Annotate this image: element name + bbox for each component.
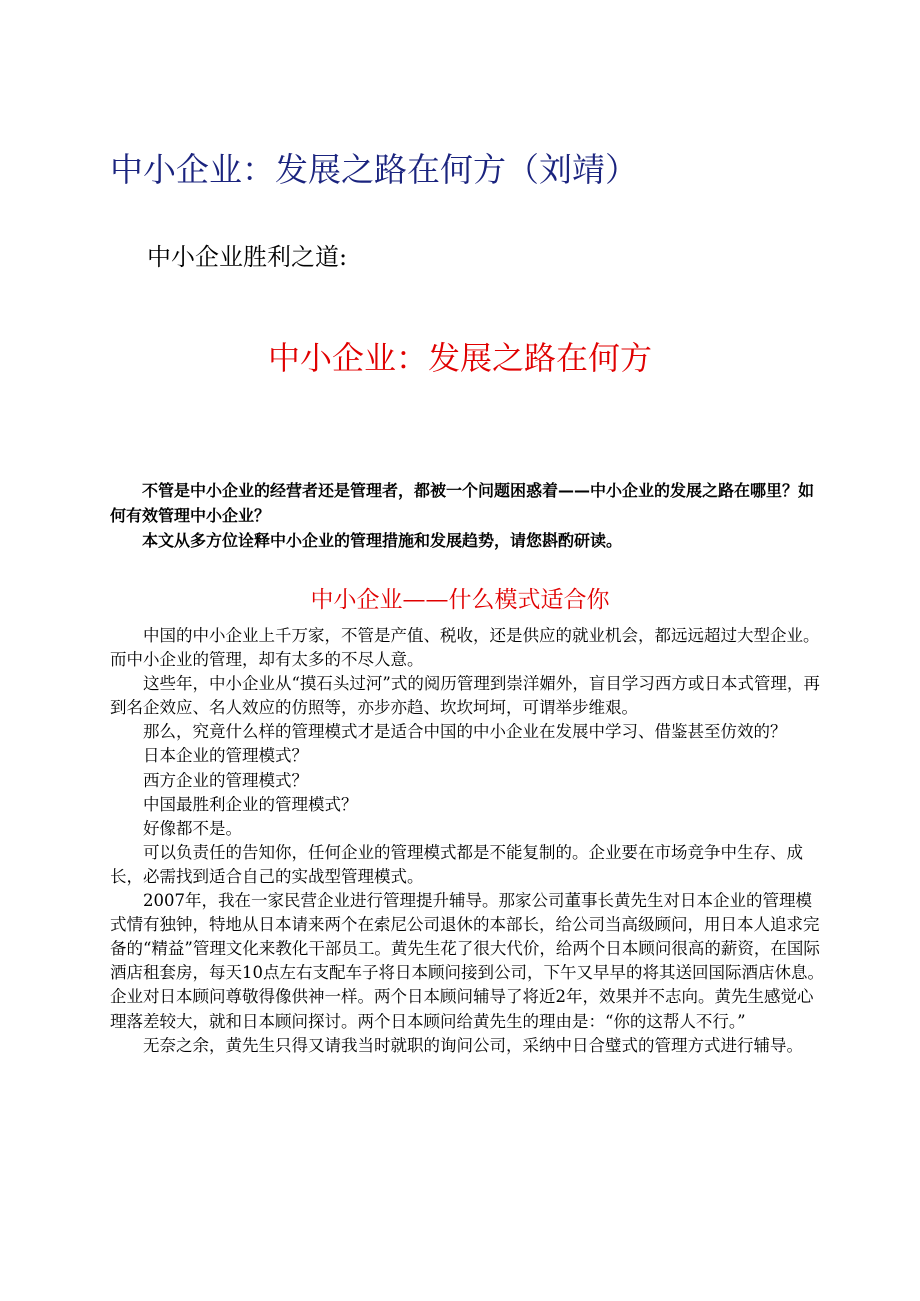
body-paragraph: 这些年，中小企业从“摸石头过河”式的阅历管理到崇洋媚外，盲目学习西方或日本式管理，再到名企效应、名人效应的仿照等，亦步亦趋、坎坎坷坷，可谓举步维艰。 <box>110 674 820 718</box>
body-paragraph: 无奈之余，黄先生只得又请我当时就职的询问公司，采纳中日合璧式的管理方式进行辅导。 <box>143 1035 803 1055</box>
body-paragraph: 日本企业的管理模式？ <box>143 746 308 766</box>
intro-paragraph: 本文从多方位诠释中小企业的管理措施和发展趋势，请您斟酌研读。 <box>142 531 623 550</box>
intro-block <box>110 478 825 553</box>
sub-heading: 中小企业——什么模式适合你 <box>310 587 610 613</box>
body-paragraph: 中国的中小企业上千万家，不管是产值、税收，还是供应的就业机会，都远远超过大型企业。而中小企业的管理，却有太多的不尽人意。 <box>110 626 820 670</box>
red-heading: 中小企业：发展之路在何方 <box>267 339 652 377</box>
body-text <box>110 624 825 1058</box>
document-title: 中小企业：发展之路在何方（刘靖） <box>110 150 638 189</box>
body-paragraph: 西方企业的管理模式？ <box>143 770 308 790</box>
section-label: 中小企业胜利之道: <box>147 243 348 271</box>
intro-paragraph: 不管是中小企业的经营者还是管理者，都被一个问题困惑着——中小企业的发展之路在哪里？如何有效管理中小企业？ <box>110 481 815 525</box>
body-paragraph: 中国最胜利企业的管理模式？ <box>143 794 358 814</box>
body-paragraph: 那么，究竟什么样的管理模式才是适合中国的中小企业在发展中学习、借鉴甚至仿效的？ <box>143 722 787 742</box>
body-paragraph: 可以负责任的告知你，任何企业的管理模式都是不能复制的。企业要在市场竞争中生存、成长，必需找到适合自己的实战型管理模式。 <box>110 842 803 886</box>
body-paragraph: 好像都不是。 <box>143 818 242 838</box>
body-paragraph: 2007年，我在一家民营企业进行管理提升辅导。那家公司董事长黄先生对日本企业的管理模式情有独钟，特地从日本请来两个在索尼公司退休的本部长，给公司当高级顾问，用日本人追求完备的“精益”管理文化来教化干部员工。黄先生花了很大代价，给两个日本顾问很高的薪资，在国际酒店租套房，每天10点左右支配车子将日本顾问接到公司，下午又早早的将其送回国际酒店休息。企业对日本顾问尊敬得像供神一样。两个日本顾问辅导了将近2年，效果并不志向。黄先生感觉心理落差较大，就和日本顾问探讨。两个日本顾问给黄先生的理由是：“你的这帮人不行。” <box>110 891 824 1031</box>
